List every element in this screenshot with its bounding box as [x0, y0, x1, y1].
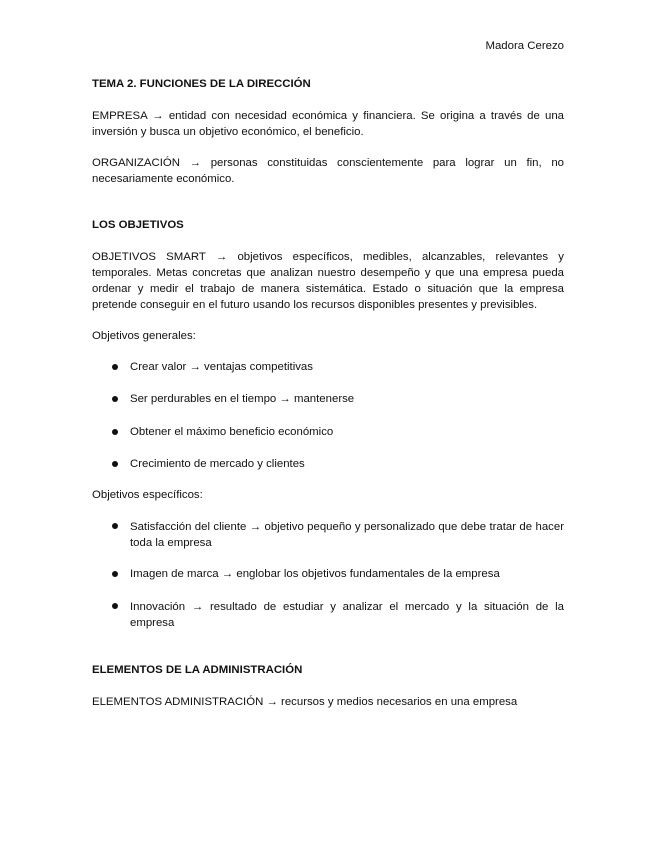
author-name: Madora Cerezo	[485, 40, 564, 52]
general-objective-item: Crecimiento de mercado y clientes	[130, 458, 305, 470]
bullet-icon	[112, 429, 118, 435]
bullet-icon	[112, 603, 118, 609]
bullet-icon	[112, 396, 118, 402]
general-objective-item: Crear valor → ventajas competitivas	[130, 361, 313, 373]
specific-objectives-label: Objetivos específicos:	[92, 489, 203, 501]
paragraph-organizacion: ORGANIZACIÓN → personas constituidas conscientemente para lograr un fin, no necesariamente económico.	[92, 157, 564, 185]
section-title-funciones: TEMA 2. FUNCIONES DE LA DIRECCIÓN	[92, 78, 311, 90]
specific-objective-item: Satisfacción del cliente → objetivo pequeño y personalizado que debe tratar de hacer toda la empresa	[130, 521, 564, 549]
paragraph-empresa: EMPRESA → entidad con necesidad económica y financiera. Se origina a través de una inversión y busca un objetivo económico, el beneficio.	[92, 110, 564, 138]
bullet-icon	[112, 364, 118, 370]
bullet-icon	[112, 461, 118, 467]
bullet-icon	[112, 571, 118, 577]
paragraph-elementos: ELEMENTOS ADMINISTRACIÓN → recursos y medios necesarios en una empresa	[92, 696, 518, 708]
general-objectives-label: Objetivos generales:	[92, 330, 196, 342]
general-objective-item: Obtener el máximo beneficio económico	[130, 426, 334, 438]
general-objective-item: Ser perdurables en el tiempo → mantenerse	[130, 393, 355, 405]
section-title-administracion: ELEMENTOS DE LA ADMINISTRACIÓN	[92, 664, 303, 676]
bullet-icon	[112, 523, 118, 529]
specific-objective-item: Imagen de marca → englobar los objetivos fundamentales de la empresa	[130, 568, 500, 580]
paragraph-objetivos-smart: OBJETIVOS SMART → objetivos específicos, medibles, alcanzables, relevantes y temporales. Metas concretas que analizan nuestro desempeño y que una empresa pueda ordenar y medir el trabajo de manera sistemática. Estado o situación que la empresa pretende conseguir en el futuro usando los recursos disponibles presentes y previsibles.	[92, 251, 564, 311]
specific-objective-item: Innovación → resultado de estudiar y analizar el mercado y la situación de la empresa	[130, 601, 564, 629]
section-title-objetivos: LOS OBJETIVOS	[92, 219, 184, 231]
